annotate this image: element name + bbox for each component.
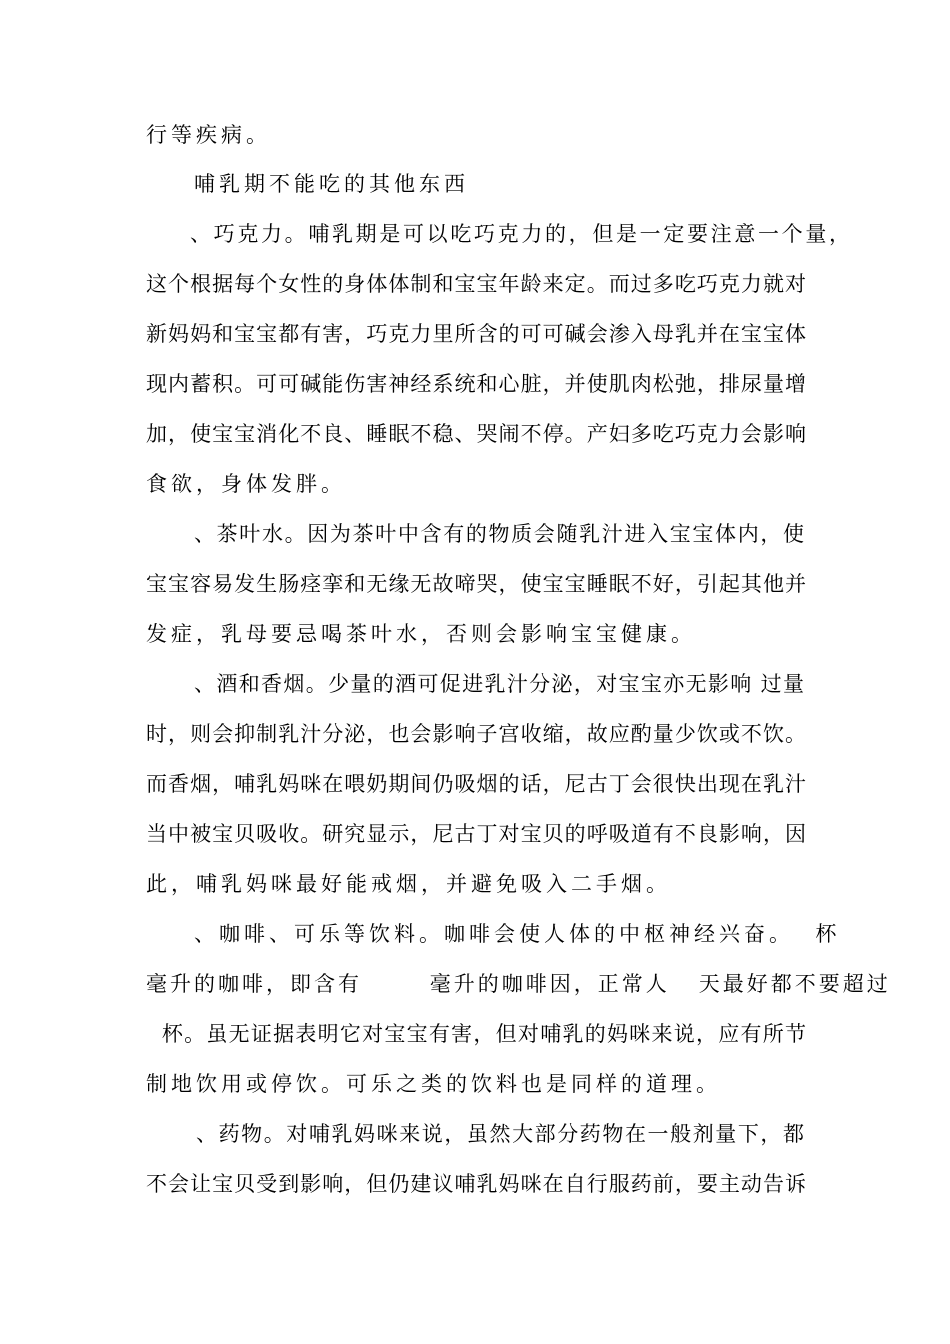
text-line-7: 加，使宝宝消化不良、睡眠不稳、哭闹不停。产妇多吃巧克力会影响 [146, 422, 806, 446]
text-line-9: 、茶叶水。因为茶叶中含有的物质会随乳汁进入宝宝体内，使 [194, 522, 804, 546]
text-line-8: 食欲，身体发胖。 [146, 472, 346, 496]
text-line-5: 新妈妈和宝宝都有害，巧克力里所含的可可碱会渗入母乳并在宝宝体 [146, 322, 806, 346]
text-line-11: 发症，乳母要忌喝茶叶水，否则会影响宝宝健康。 [146, 622, 696, 646]
text-line-19: 杯。虽无证据表明它对宝宝有害，但对哺乳的妈咪来说，应有所节 [146, 1022, 806, 1046]
text-line-14: 而香烟，哺乳妈咪在喂奶期间仍吸烟的话，尼古丁会很快出现在乳汁 [146, 772, 806, 796]
text-line-16: 此，哺乳妈咪最好能戒烟，并避免吸入二手烟。 [146, 872, 671, 896]
text-line-21: 、药物。对哺乳妈咪来说，虽然大部分药物在一般剂量下，都 [196, 1122, 804, 1146]
text-line-17: 、咖啡、可乐等饮料。咖啡会使人体的中枢神经兴奋。 杯 [194, 922, 841, 946]
text-line-10: 宝宝容易发生肠痉挛和无缘无故啼哭，使宝宝睡眠不好，引起其他并 [146, 572, 806, 596]
text-line-13: 时，则会抑制乳汁分泌，也会影响子宫收缩，故应酌量少饮或不饮。 [146, 722, 806, 746]
text-line-22: 不会让宝贝受到影响，但仍建议哺乳妈咪在自行服药前，要主动告诉 [146, 1172, 806, 1196]
text-line-3: 、巧克力。哺乳期是可以吃巧克力的，但是一定要注意一个量， [190, 222, 850, 246]
text-line-6: 现内蓄积。可可碱能伤害神经系统和心脏，并使肌肉松弛，排尿量增 [146, 372, 806, 396]
section-heading: 哺乳期不能吃的其他东西 [194, 172, 469, 196]
text-line-18: 毫升的咖啡，即含有 毫升的咖啡因，正常人 天最好都不要超过 [146, 972, 891, 996]
text-line-15: 当中被宝贝吸收。研究显示，尼古丁对宝贝的呼吸道有不良影响，因 [146, 822, 806, 846]
text-line-12: 、酒和香烟。少量的酒可促进乳汁分泌，对宝宝亦无影响 过量 [194, 672, 804, 696]
text-line-20: 制地饮用或停饮。可乐之类的饮料也是同样的道理。 [146, 1072, 721, 1096]
text-line-1: 行等疾病。 [146, 123, 271, 147]
text-line-4: 这个根据每个女性的身体体制和宝宝年龄来定。而过多吃巧克力就对 [146, 272, 806, 296]
